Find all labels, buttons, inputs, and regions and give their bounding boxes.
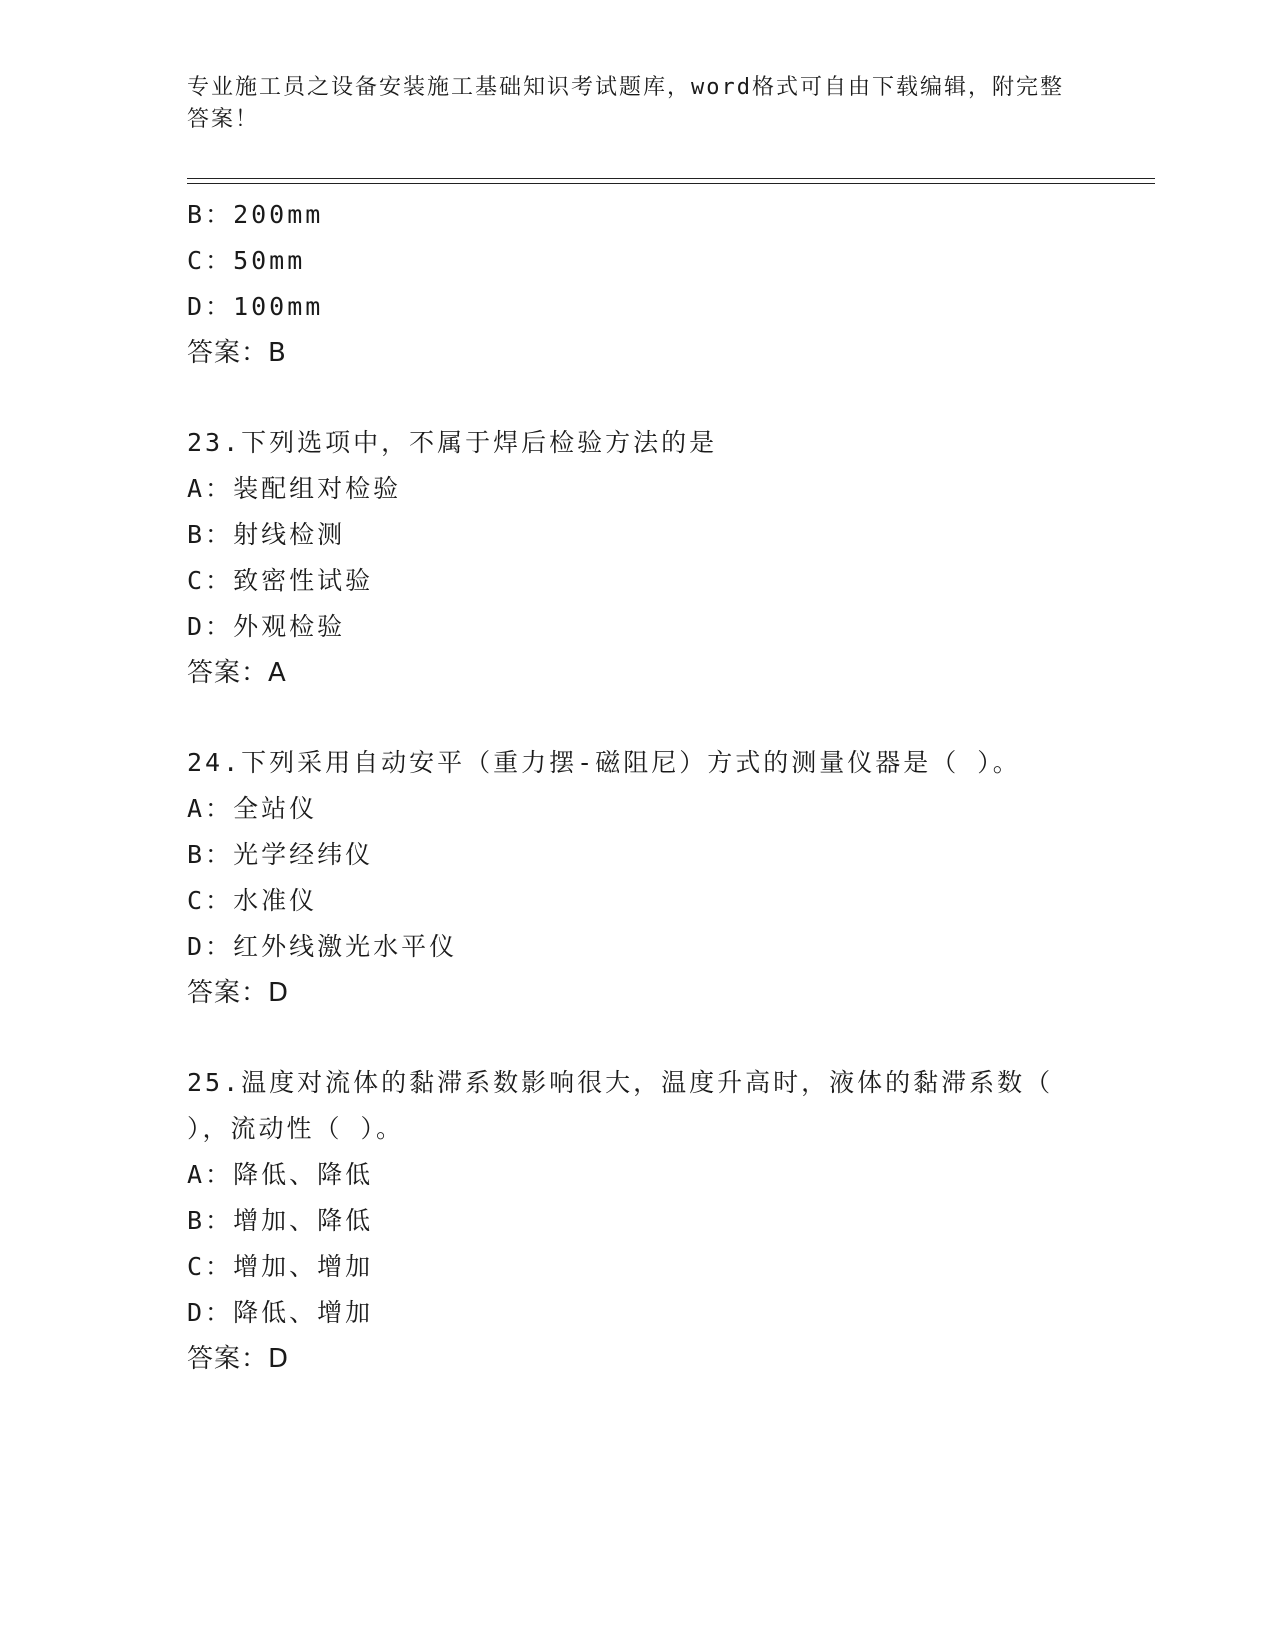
question-stem: 25.温度对流体的黏滞系数影响很大，温度升高时，液体的黏滞系数（ ），流动性（ ）。 (187, 1068, 1054, 1143)
option-letter: D： (187, 932, 234, 961)
option-letter: A： (187, 474, 234, 503)
option-text: 增加、降低 (233, 1206, 374, 1235)
option-letter: B： (187, 200, 234, 229)
document-header: 专业施工员之设备安装施工基础知识考试题库，word格式可自由下载编辑，附完整答案！ (187, 75, 1064, 132)
option-letter: A： (187, 794, 234, 823)
option-line (187, 238, 1087, 284)
answer-line: 答案：D (187, 1344, 290, 1374)
option-line (187, 924, 1087, 970)
option-text: 红外线激光水平仪 (233, 932, 458, 961)
option-letter: C： (187, 1252, 234, 1281)
option-line (187, 878, 1087, 924)
option-text: 200mm (233, 200, 324, 229)
option-line (187, 512, 1087, 558)
option-line (187, 1198, 1087, 1244)
option-text: 外观检验 (233, 612, 346, 641)
option-text: 水准仪 (233, 886, 318, 915)
option-line (187, 832, 1087, 878)
header-divider-top (187, 178, 1155, 179)
option-line (187, 192, 1087, 238)
option-letter: C： (187, 886, 234, 915)
option-letter: B： (187, 840, 234, 869)
option-line (187, 1244, 1087, 1290)
answer-line: 答案：A (187, 658, 287, 688)
option-line (187, 604, 1087, 650)
option-text: 增加、增加 (233, 1252, 374, 1281)
answer-line: 答案：B (187, 338, 287, 368)
option-text: 50mm (233, 246, 306, 275)
option-text: 全站仪 (233, 794, 318, 823)
option-text: 降低、降低 (233, 1160, 374, 1189)
option-letter: D： (187, 1298, 234, 1327)
option-letter: B： (187, 1206, 234, 1235)
question-content (187, 192, 1087, 1382)
option-letter: C： (187, 566, 234, 595)
option-text: 射线检测 (233, 520, 346, 549)
header-divider-bottom (187, 183, 1155, 184)
option-line (187, 786, 1087, 832)
option-text: 装配组对检验 (233, 474, 402, 503)
option-letter: B： (187, 520, 234, 549)
option-letter: D： (187, 292, 234, 321)
option-text: 致密性试验 (233, 566, 374, 595)
option-text: 光学经纬仪 (233, 840, 374, 869)
option-letter: D： (187, 612, 234, 641)
option-letter: C： (187, 246, 234, 275)
option-line (187, 1290, 1087, 1336)
option-line (187, 558, 1087, 604)
option-text: 100mm (233, 292, 324, 321)
option-text: 降低、增加 (233, 1298, 374, 1327)
question-stem: 24.下列采用自动安平（重力摆-磁阻尼）方式的测量仪器是（ ）。 (187, 748, 1021, 777)
answer-line: 答案：D (187, 978, 290, 1008)
question-stem: 23.下列选项中，不属于焊后检验方法的是 (187, 428, 718, 457)
option-line (187, 1152, 1087, 1198)
option-line (187, 284, 1087, 330)
option-letter: A： (187, 1160, 234, 1189)
option-line (187, 466, 1087, 512)
